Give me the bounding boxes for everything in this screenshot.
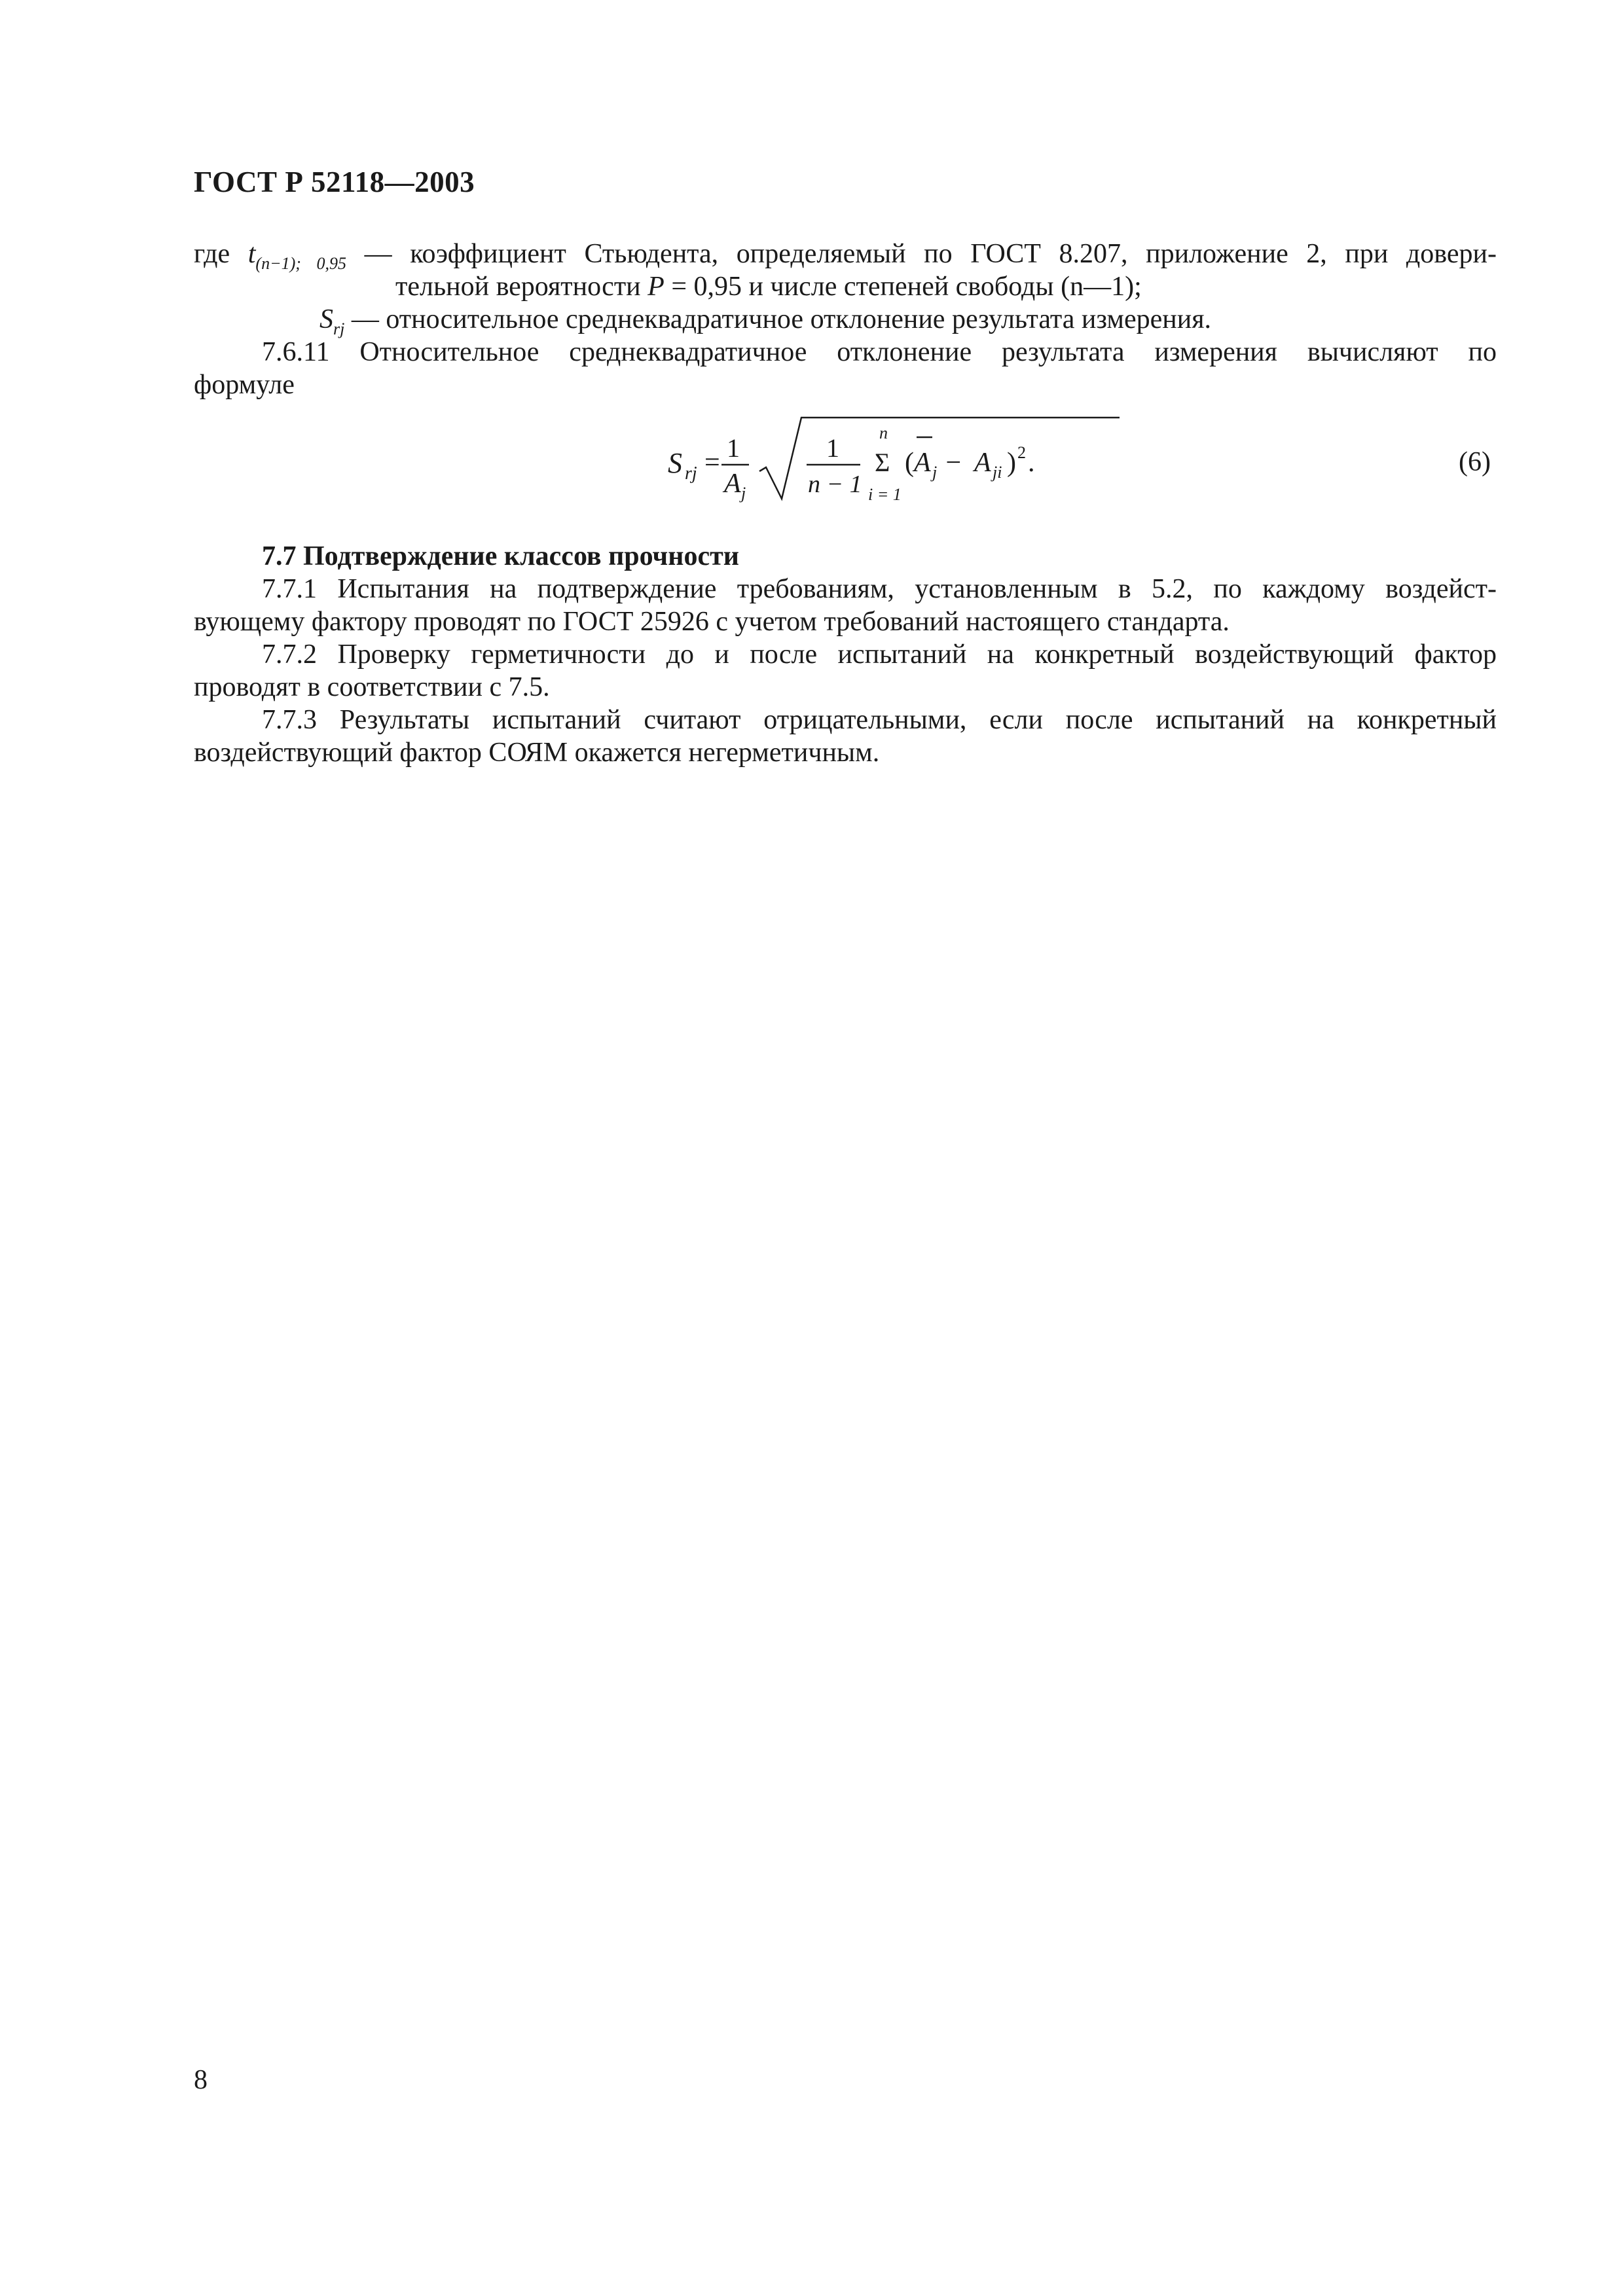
formula-frac1-den-subscript: j [741, 484, 746, 503]
formula-frac1-numerator: 1 [727, 433, 740, 463]
s-description: — относительное среднеквадратичное отклонение результата измерения. [344, 304, 1212, 334]
paragraph-7-7-2-line1: 7.7.2 Проверку герметичности до и после испытаний на конкретный воздействующий фактор [262, 639, 1497, 670]
formula-sum-lower: i = 1 [868, 485, 902, 504]
formula-sum-sign: Σ [875, 448, 890, 477]
t-description-line1: — коэффициент Стьюдента, определяемый по ГОСТ 8.207, приложение 2, при довери- [364, 239, 1497, 269]
formula-term-power: 2 [1017, 443, 1026, 462]
paragraph-7-7-3-line1: 7.7.3 Результаты испытаний считают отрицательными, если после испытаний на конкретный [262, 705, 1497, 735]
section-7-7-heading: 7.7 Подтверждение классов прочности [262, 541, 739, 571]
formula-sum-upper: n [879, 423, 888, 442]
t-subscript: (n−1); 0,95 [255, 254, 347, 273]
paragraph-7-6-11-line2: формуле [194, 370, 295, 400]
t-description-line2-a: тельной вероятности [395, 272, 641, 302]
equation-number: (6) [1459, 447, 1491, 477]
definition-t-line1 [194, 238, 1497, 273]
s-symbol: S [319, 304, 333, 334]
formula-equals: = [704, 448, 720, 478]
paragraph-7-7-1-line2: вующему фактору проводят по ГОСТ 25926 с учетом требований настоящего стандарта. [194, 607, 1230, 637]
definition-s [319, 304, 1212, 338]
formula-term-end: . [1028, 448, 1035, 478]
formula-frac2-denominator: n − 1 [808, 471, 862, 498]
t-description-line2-b: = 0,95 и числе степеней свободы (n—1); [664, 272, 1142, 302]
paragraph-7-7-3-line2: воздействующий фактор СОЯМ окажется негерметичным. [194, 738, 880, 768]
formula-term-a: A [974, 448, 991, 478]
page-number: 8 [194, 2065, 208, 2095]
where-word: где [194, 239, 230, 269]
formula-frac1-denominator: A [724, 469, 741, 499]
formula-term-close: ) [1007, 448, 1016, 478]
t-symbol: t [247, 239, 256, 269]
formula-term-abar: A [914, 448, 931, 478]
formula-lhs-symbol: S [668, 447, 682, 479]
paragraph-7-7-2-line2: проводят в соответствии с 7.5. [194, 672, 550, 702]
formula-term-a-sub: ji [993, 463, 1002, 482]
paragraph-7-7-1-line1: 7.7.1 Испытания на подтверждение требованиям, установленным в 5.2, по каждому воздейст- [262, 574, 1497, 604]
document-header: ГОСТ Р 52118—2003 [194, 166, 475, 198]
formula-lhs-subscript: rj [685, 463, 697, 484]
formula-term-minus: − [939, 448, 968, 478]
paragraph-7-6-11-line1: 7.6.11 Относительное среднеквадратичное отклонение результата измерения вычисляют по [262, 337, 1497, 367]
formula-6 [661, 406, 1120, 517]
s-subscript: rj [333, 319, 345, 338]
formula-term-abar-sub: j [932, 463, 938, 482]
formula-term-open: ( [905, 448, 914, 478]
definition-t-line2 [395, 271, 1142, 302]
formula-frac2-numerator: 1 [826, 433, 839, 463]
p-symbol: P [647, 272, 665, 302]
